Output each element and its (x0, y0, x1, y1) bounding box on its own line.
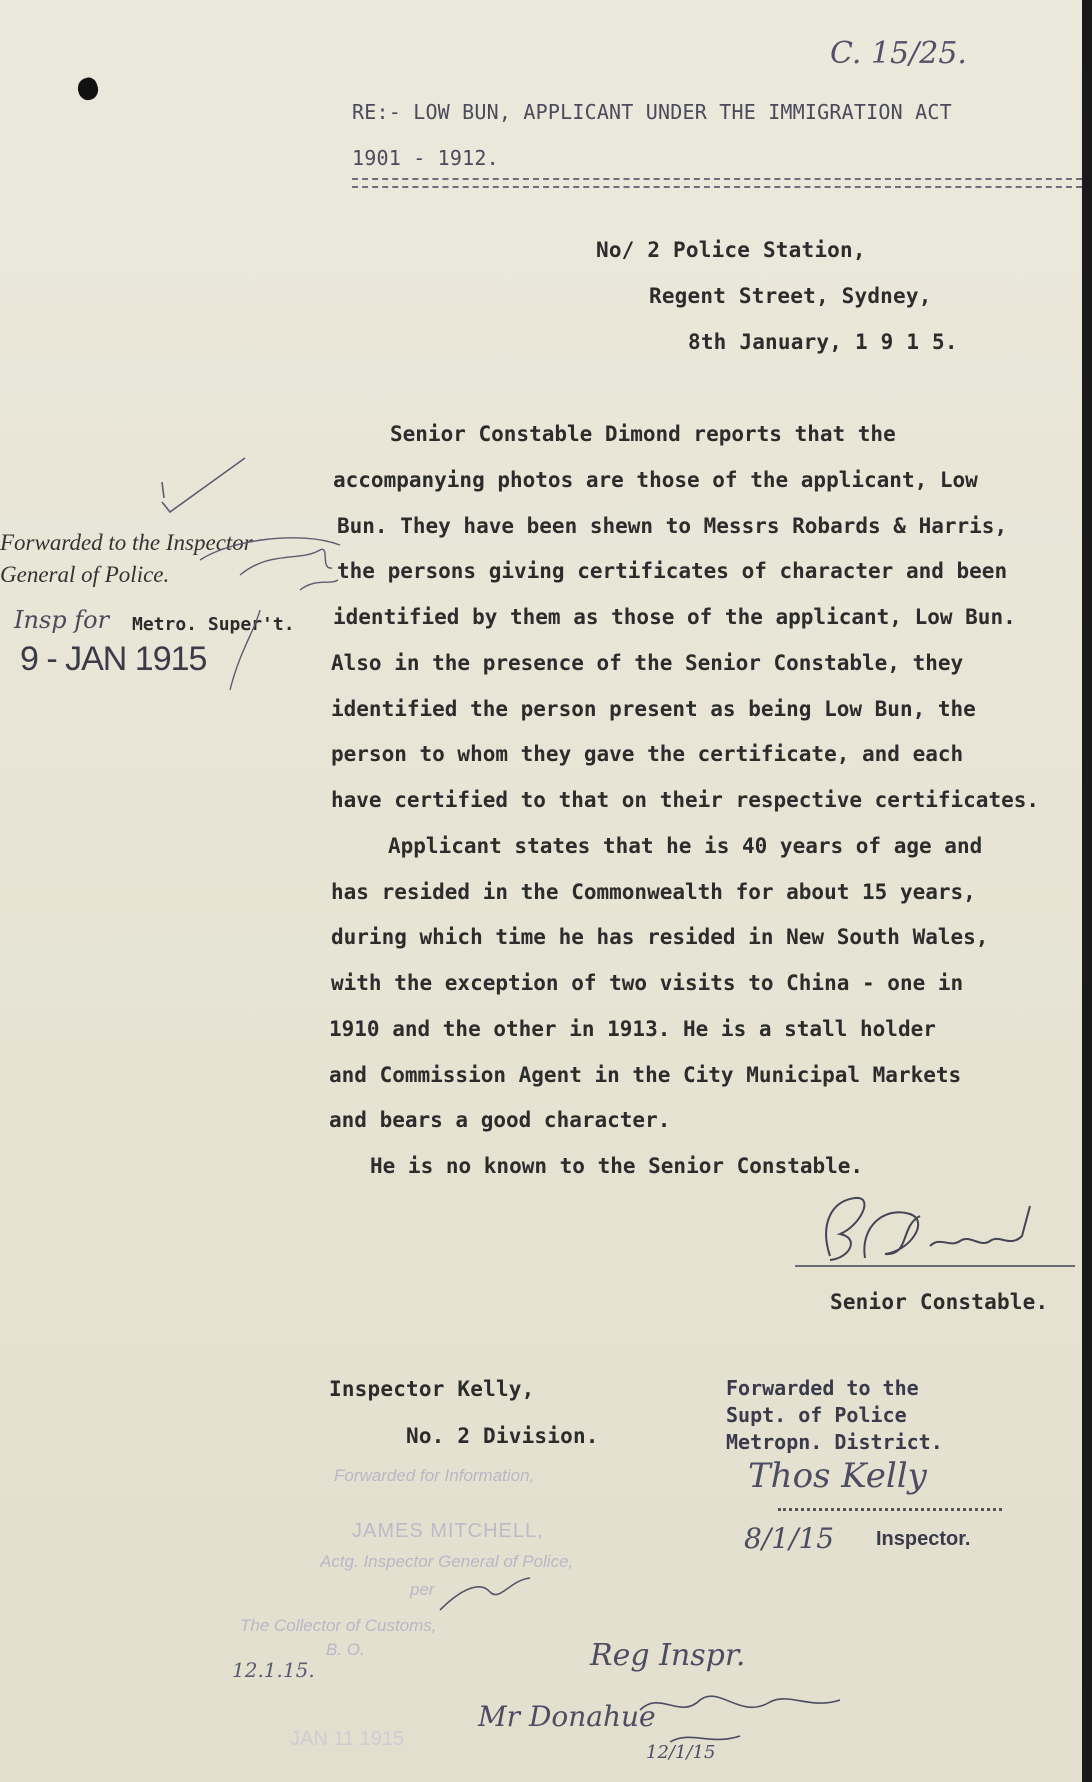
bottom-note-line-1: Reg Inspr. (590, 1638, 746, 1673)
addressee-line-1: Inspector Kelly, (329, 1377, 535, 1401)
address-line-1: No/ 2 Police Station, (596, 238, 866, 262)
heading-line-1: RE:- LOW BUN, APPLICANT UNDER THE IMMIGRATION ACT (352, 100, 952, 124)
margin-stamp-line-3: Metro. Super't. (132, 614, 295, 635)
faint-stamp-line-5: The Collector of Customs, (240, 1616, 437, 1635)
body-line: and bears a good character. (329, 1108, 671, 1132)
faint-stamp-line-4: per (410, 1580, 435, 1599)
body-line: He is no known to the Senior Constable. (370, 1154, 864, 1178)
address-line-2: Regent Street, Sydney, (649, 284, 932, 308)
body-line: during which time he has resided in New South Wales, (331, 925, 989, 949)
body-line: person to whom they gave the certificate, and each (331, 742, 964, 766)
forward-stamp-signature: Thos Kelly (748, 1456, 927, 1496)
bottom-note-line-2: Mr Donahue (478, 1700, 656, 1733)
address-date: 8th January, 1 9 1 5. (688, 330, 958, 354)
forward-stamp-line-3: Metropn. District. (726, 1430, 943, 1454)
body-line: 1910 and the other in 1913. He is a stall holder (329, 1017, 936, 1041)
body-line: accompanying photos are those of the applicant, Low (333, 468, 978, 492)
faint-stamp-line-1: Forwarded for Information, (334, 1466, 535, 1485)
forward-stamp-title: Inspector. (876, 1528, 971, 1550)
body-line: Bun. They have been shewn to Messrs Robards & Harris, (337, 514, 1008, 538)
body-line: Also in the presence of the Senior Constable, they (331, 651, 964, 675)
faint-stamp-line-2: JAMES MITCHELL, (352, 1520, 544, 1542)
addressee-line-2: No. 2 Division. (406, 1424, 599, 1448)
bottom-note-scribble (630, 1680, 880, 1750)
bottom-note-line-3: 12/1/15 (646, 1742, 716, 1763)
body-line: Senior Constable Dimond reports that the (390, 422, 896, 446)
forward-stamp-date: 8/1/15 (744, 1522, 835, 1555)
body-line: identified the person present as being Low Bun, the (331, 697, 976, 721)
file-reference: C. 15/25. (830, 36, 967, 71)
forward-stamp-line-1: Forwarded to the (726, 1376, 919, 1400)
margin-handwriting-marks (150, 450, 350, 720)
faint-stamp-date: JAN 11 1915 (290, 1728, 405, 1750)
bottom-note-date: 12.1.15. (232, 1658, 315, 1682)
body-line: identified by them as those of the applicant, Low Bun. (333, 605, 1016, 629)
signature-text (0, 0, 1, 1)
body-line: the persons giving certificates of character and been (337, 559, 1008, 583)
heading-line-2: 1901 - 1912. (352, 146, 499, 170)
body-line: with the exception of two visits to China - one in (331, 971, 964, 995)
margin-stamp-line-1: Forwarded to the Inspector (0, 530, 253, 555)
page-edge (1082, 0, 1092, 1782)
body-line: have certified to that on their respective certificates. (331, 788, 1040, 812)
body-line: and Commission Agent in the City Municipal Markets (329, 1063, 962, 1087)
signature-dotted-line (778, 1508, 1002, 1511)
signature-title: Senior Constable. (830, 1290, 1049, 1314)
body-line: Applicant states that he is 40 years of age and (388, 834, 983, 858)
faint-stamp-line-3: Actg. Inspector General of Police, (320, 1552, 574, 1571)
dimond-signature (790, 1186, 1080, 1276)
heading-rule (352, 178, 1082, 188)
margin-date-stamp: 9 - JAN 1915 (20, 640, 207, 678)
faint-stamp-initials (430, 1570, 540, 1620)
faint-stamp-line-6: B. O. (326, 1640, 365, 1659)
margin-initials: Insp for (14, 606, 110, 634)
margin-stamp-line-2: General of Police. (0, 562, 170, 587)
forward-stamp-line-2: Supt. of Police (726, 1403, 907, 1427)
body-line: has resided in the Commonwealth for about 15 years, (331, 880, 976, 904)
